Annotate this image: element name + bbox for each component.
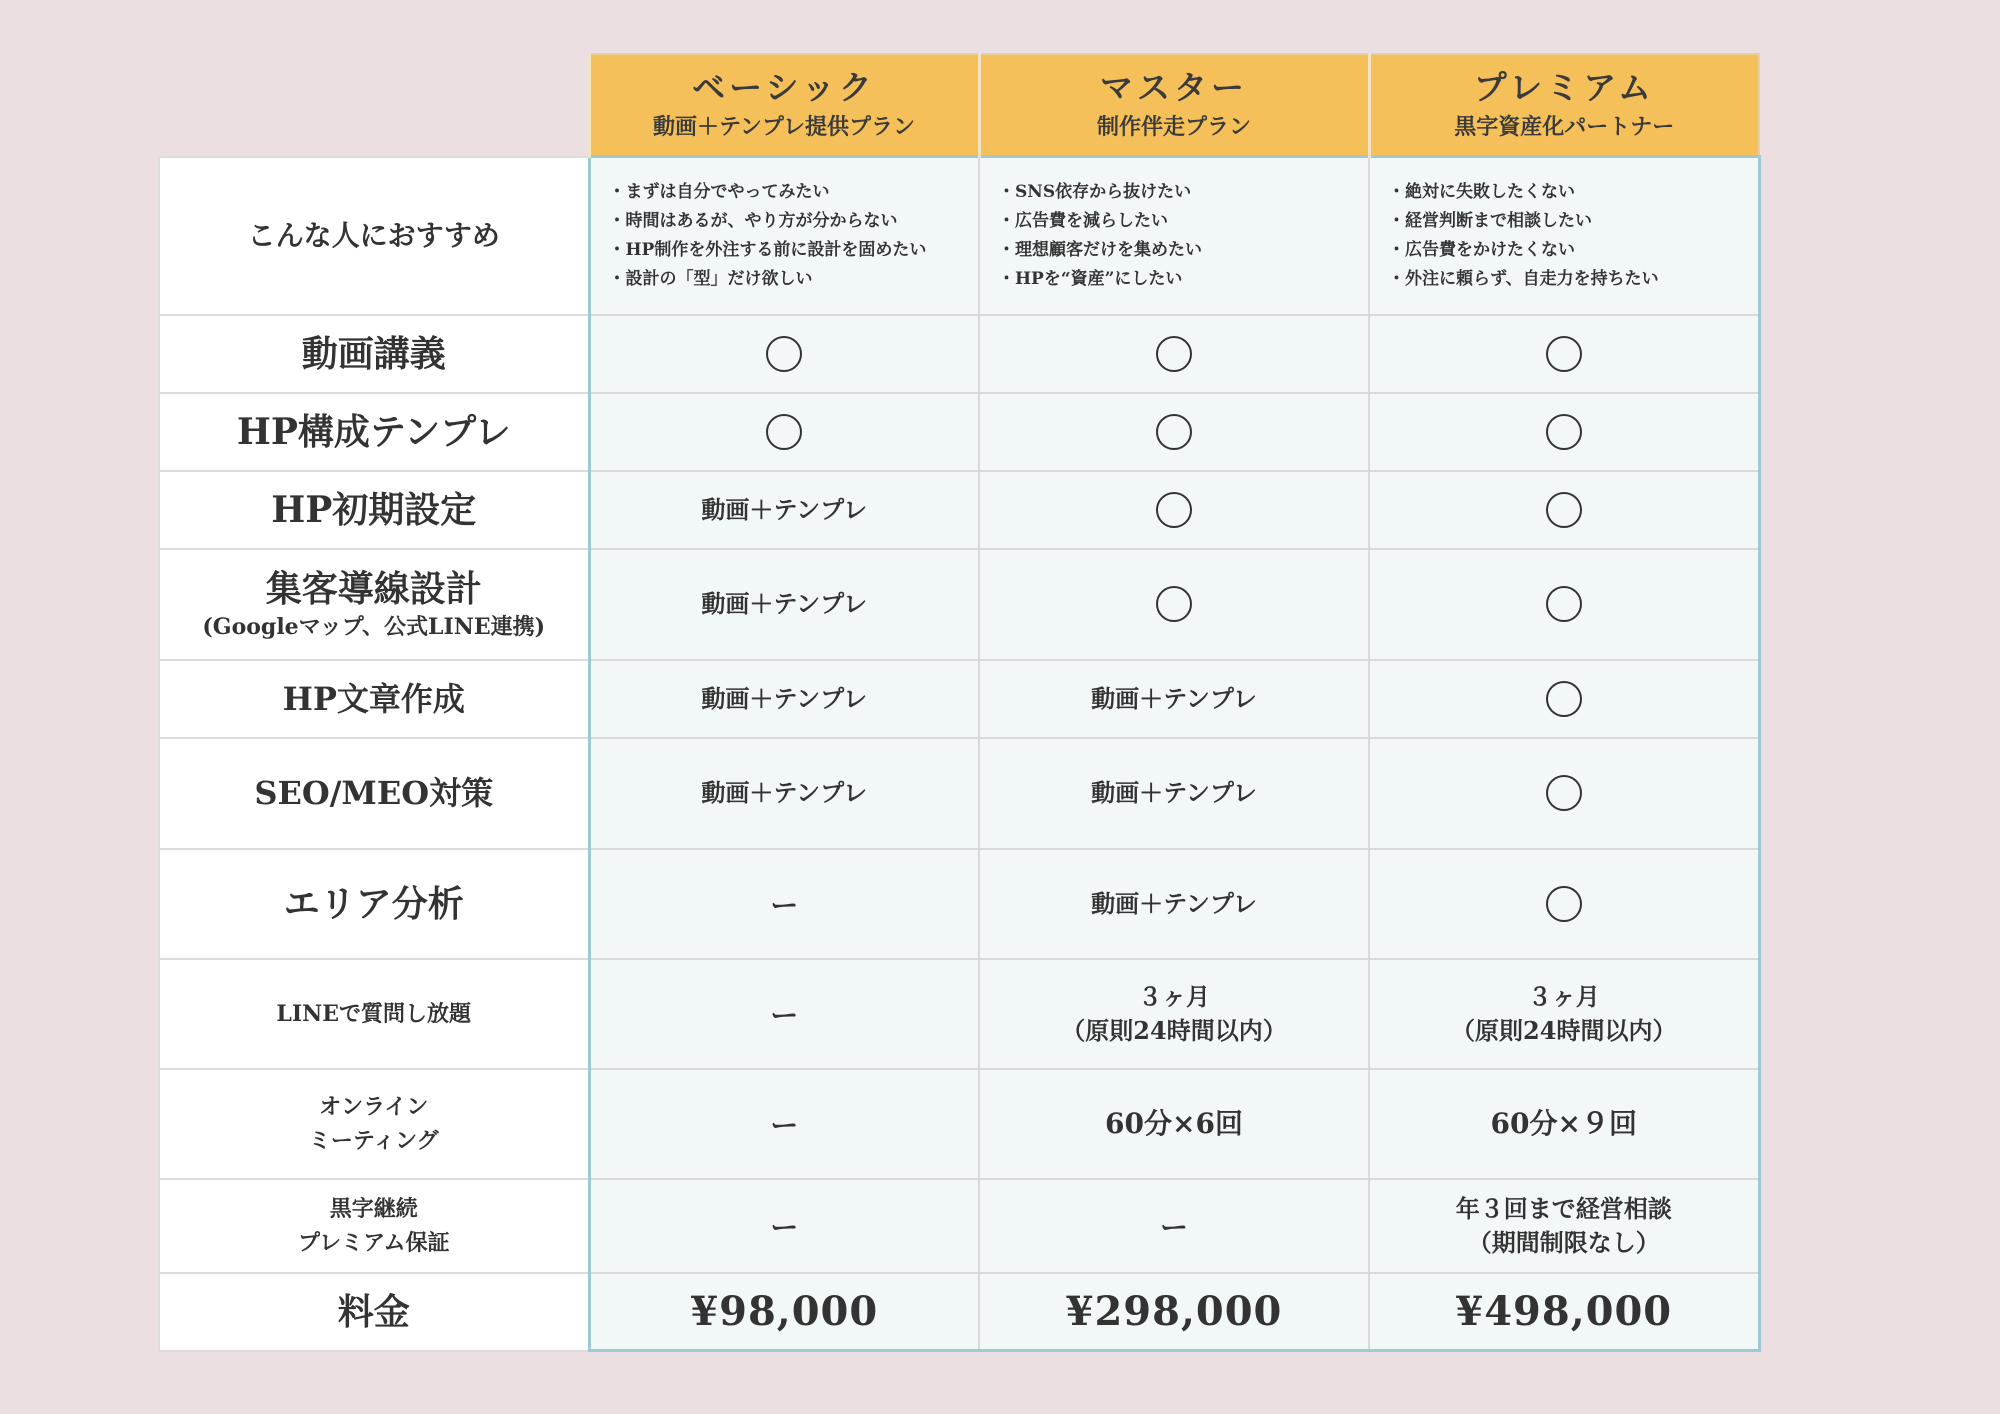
feature-cell-text: 動画＋テンプレ (1091, 888, 1257, 918)
feature-cell-basic (589, 1069, 979, 1179)
recommend-item: ・ SNS依存から抜けたい (998, 178, 1368, 207)
feature-row (159, 549, 1759, 660)
recommend-cell-master (979, 157, 1369, 315)
feature-cell-text: 60分×6回 (1105, 1106, 1243, 1140)
feature-cell-basic (589, 660, 979, 738)
plan-header-basic (589, 54, 979, 157)
feature-cell-basic (589, 471, 979, 549)
recommend-item: ・ HPを“資産”にしたい (998, 265, 1368, 294)
recommend-row (159, 157, 1759, 315)
feature-cell-text: ３ヶ月 (1138, 981, 1210, 1011)
included-circle-icon (1156, 336, 1192, 372)
included-circle-icon (1156, 414, 1192, 450)
feature-label (159, 1069, 589, 1179)
feature-label-note: (Googleマップ、公式LINE連携) (202, 614, 546, 640)
feature-cell-master (979, 1069, 1369, 1179)
feature-label-text: オンライン (319, 1093, 429, 1120)
feature-cell-master (979, 738, 1369, 849)
feature-cell-text: 年３回まで経営相談 (1455, 1193, 1672, 1223)
feature-cell-text: 動画＋テンプレ (701, 494, 868, 524)
feature-label (159, 849, 589, 959)
feature-label (159, 315, 589, 393)
included-circle-icon (1546, 414, 1582, 450)
included-circle-icon (1156, 492, 1192, 528)
plan-subtitle: 動画＋テンプレ提供プラン (652, 114, 916, 140)
price-row (159, 1273, 1759, 1351)
plan-name: マスター (1100, 68, 1248, 107)
recommend-item: ・ HP制作を外注する前に設計を固めたい (609, 236, 979, 265)
feature-cell-premium (1369, 549, 1759, 660)
feature-label (159, 738, 589, 849)
feature-row (159, 393, 1759, 471)
recommend-item: ・ まずは自分でやってみたい (609, 178, 979, 207)
feature-cell-text: 動画＋テンプレ (701, 589, 868, 618)
feature-cell-master (979, 660, 1369, 738)
price-value-premium: ¥498,000 (1369, 1273, 1759, 1351)
feature-cell-premium (1369, 660, 1759, 738)
feature-cell-basic (589, 393, 979, 471)
recommend-item: ・ 外注に頼らず、自走力を持ちたい (1388, 265, 1758, 294)
feature-cell-master (979, 959, 1369, 1069)
plan-header-master (979, 54, 1369, 157)
recommend-item: ・ 広告費を減らしたい (998, 207, 1368, 236)
feature-label-text: 黒字継続 (329, 1195, 418, 1222)
feature-cell-basic (589, 849, 979, 959)
included-circle-icon (1546, 336, 1582, 372)
feature-label-text: ミーティング (308, 1127, 439, 1154)
feature-label-text: エリア分析 (283, 882, 464, 925)
feature-row (159, 315, 1759, 393)
price-value-master: ¥298,000 (979, 1273, 1369, 1351)
recommend-list (591, 178, 979, 294)
feature-cell-master (979, 393, 1369, 471)
feature-label-text: 集客導線設計 (265, 568, 482, 610)
feature-label-text: HP構成テンプレ (236, 410, 511, 453)
plan-header-row (159, 54, 1759, 157)
not-included-dash: ー (1159, 1210, 1188, 1244)
recommend-cell-premium (1369, 157, 1759, 315)
recommend-item: ・ 設計の「型」だけ欲しい (609, 265, 979, 294)
recommend-label: こんな人におすすめ (159, 157, 589, 315)
feature-cell-text: （原則24時間以内） (1061, 1015, 1287, 1045)
feature-cell-text: 動画＋テンプレ (701, 683, 868, 713)
feature-label-text: HP文章作成 (282, 679, 465, 718)
feature-cell-master (979, 1179, 1369, 1273)
feature-cell-text: 動画＋テンプレ (701, 778, 868, 807)
included-circle-icon (766, 336, 802, 372)
feature-cell-premium (1369, 849, 1759, 959)
plan-name: プレミアム (1473, 68, 1655, 107)
feature-label-text: LINEで質問し放題 (276, 1000, 472, 1027)
recommend-item: ・ 理想顧客だけを集めたい (998, 236, 1368, 265)
plan-comparison-table (158, 53, 1761, 1352)
feature-cell-premium (1369, 1069, 1759, 1179)
recommend-item: ・ 経営判断まで相談したい (1388, 207, 1758, 236)
feature-cell-basic (589, 549, 979, 660)
feature-cell-premium (1369, 959, 1759, 1069)
recommend-item: ・ 絶対に失敗したくない (1388, 178, 1758, 207)
feature-label (159, 959, 589, 1069)
plan-subtitle: 制作伴走プラン (1096, 114, 1251, 140)
feature-cell-master (979, 471, 1369, 549)
feature-cell-premium (1369, 738, 1759, 849)
feature-cell-master (979, 849, 1369, 959)
feature-cell-text: ３ヶ月 (1527, 981, 1600, 1011)
included-circle-icon (1156, 586, 1192, 622)
feature-label-text: 動画講義 (301, 332, 446, 375)
feature-cell-text: （期間制限なし） (1467, 1227, 1660, 1257)
feature-row (159, 959, 1759, 1069)
recommend-item: ・ 時間はあるが、やり方が分からない (609, 207, 979, 236)
feature-row (159, 471, 1759, 549)
feature-cell-text: 動画＋テンプレ (1091, 683, 1257, 713)
recommend-list (980, 178, 1368, 294)
feature-cell-basic (589, 738, 979, 849)
price-label: 料金 (159, 1273, 589, 1351)
recommend-list (1370, 178, 1758, 294)
feature-row (159, 849, 1759, 959)
not-included-dash: ー (770, 888, 799, 922)
feature-label (159, 1179, 589, 1273)
feature-label (159, 660, 589, 738)
plan-comparison (158, 53, 1758, 1352)
plan-name: ベーシック (692, 68, 876, 107)
not-included-dash: ー (770, 1108, 799, 1142)
feature-cell-premium (1369, 393, 1759, 471)
feature-cell-master (979, 549, 1369, 660)
included-circle-icon (1546, 492, 1582, 528)
plan-subtitle: 黒字資産化パートナー (1454, 114, 1675, 140)
feature-cell-premium (1369, 1179, 1759, 1273)
recommend-item: ・ 広告費をかけたくない (1388, 236, 1758, 265)
feature-cell-basic (589, 315, 979, 393)
included-circle-icon (1546, 886, 1582, 922)
feature-cell-basic (589, 1179, 979, 1273)
feature-cell-basic (589, 959, 979, 1069)
feature-label (159, 549, 589, 660)
feature-label-text: HP初期設定 (271, 488, 477, 531)
feature-label (159, 471, 589, 549)
feature-cell-text: （原則24時間以内） (1451, 1015, 1677, 1045)
feature-cell-premium (1369, 315, 1759, 393)
price-value-basic: ¥98,000 (589, 1273, 979, 1351)
header-blank-cell (159, 54, 589, 157)
not-included-dash: ー (770, 1210, 799, 1244)
feature-cell-text: 動画＋テンプレ (1091, 778, 1257, 807)
not-included-dash: ー (770, 998, 799, 1032)
feature-row (159, 1069, 1759, 1179)
plan-header-premium (1369, 54, 1759, 157)
feature-row (159, 660, 1759, 738)
feature-row (159, 1179, 1759, 1273)
feature-cell-premium (1369, 471, 1759, 549)
included-circle-icon (1546, 586, 1582, 622)
feature-cell-text: 60分×９回 (1490, 1106, 1637, 1140)
included-circle-icon (1546, 775, 1582, 811)
feature-label-text: プレミアム保証 (297, 1229, 450, 1256)
included-circle-icon (766, 414, 802, 450)
feature-cell-master (979, 315, 1369, 393)
feature-label (159, 393, 589, 471)
included-circle-icon (1546, 681, 1582, 717)
feature-row (159, 738, 1759, 849)
recommend-cell-basic (589, 157, 979, 315)
feature-label-text: SEO/MEO対策 (254, 774, 494, 812)
